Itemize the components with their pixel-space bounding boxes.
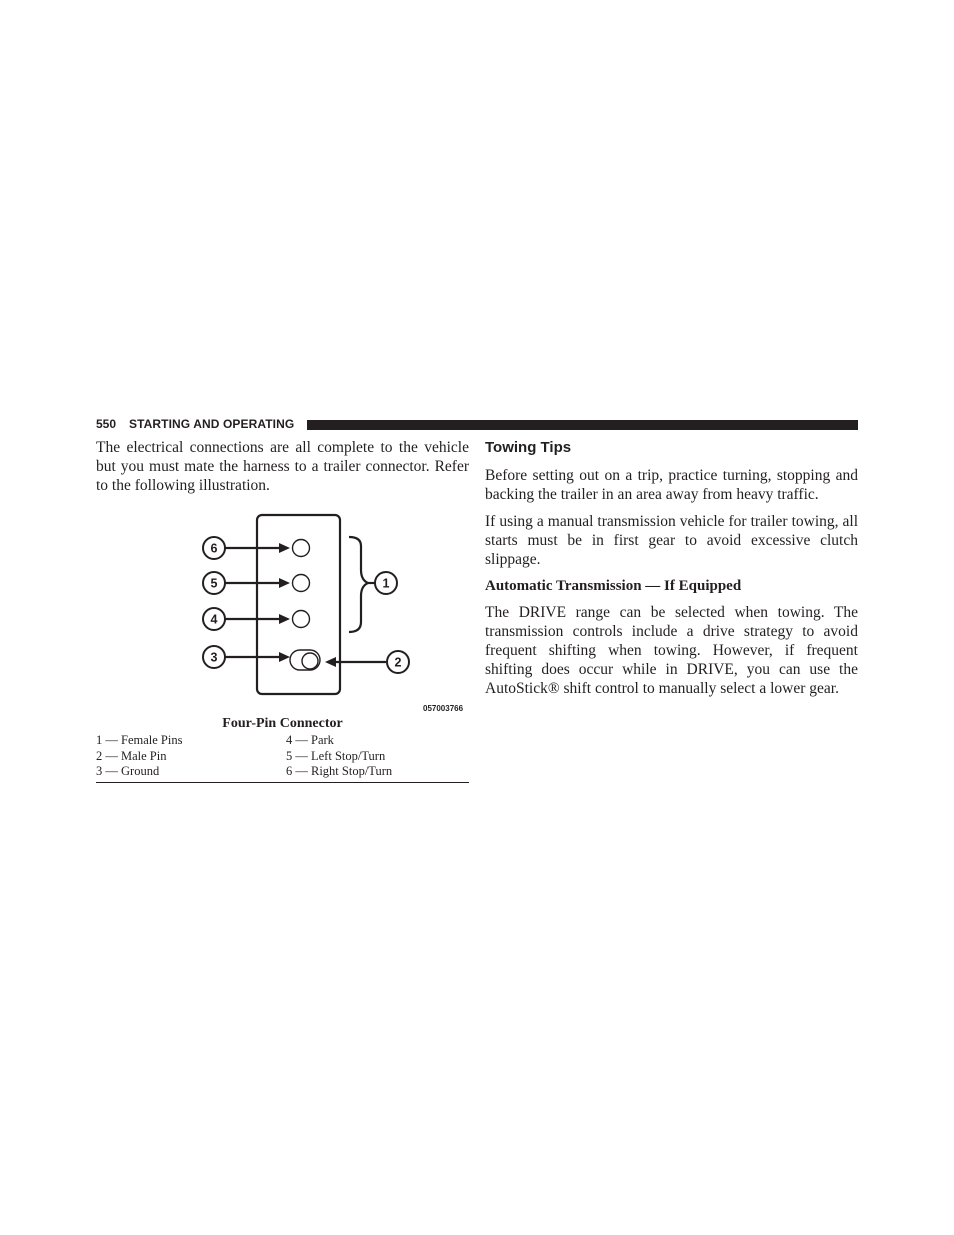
pin-4 [293,611,310,628]
callout-1-label: 1 [382,576,390,591]
arrow-4-head [279,614,290,624]
towing-tips-paragraph-2: If using a manual transmission vehicle for trailer towing, all starts must be in first gear to avoid excessive clutch slippage. [485,513,858,568]
page-header [96,416,858,432]
legend-item: 3 — Ground [96,764,160,778]
four-pin-connector-illustration [96,508,469,718]
callout-5-label: 5 [210,576,218,591]
legend-item: 1 — Female Pins [96,733,183,747]
legend-row [96,733,469,749]
legend-item: 5 — Left Stop/Turn [286,748,386,763]
callout-2-label: 2 [394,655,402,670]
callout-3-label: 3 [210,650,218,665]
legend-divider [96,782,469,783]
header-bar [307,420,858,430]
intro-paragraph: The electrical connections are all complete to the vehicle but you must mate the harness to a trailer connector. Refer to the following illustration. [96,439,469,494]
automatic-transmission-paragraph: The DRIVE range can be selected when towing. The transmission controls include a drive strategy to avoid frequent shifting when towing. However, if frequent shifting does occur while in DRIVE, you can use the AutoStick® shift control to manually select a lower gear. [485,604,858,697]
connector-diagram [96,508,469,718]
pin-5 [293,575,310,592]
legend-item: 4 — Park [286,733,334,747]
towing-tips-heading: Towing Tips [485,439,572,456]
callout-4-label: 4 [210,612,218,627]
right-column [485,438,858,698]
figure-legend [96,733,469,780]
arrow-5-head [279,578,290,588]
towing-tips-paragraph-1: Before setting out on a trip, practice turning, stopping and backing the trailer in an area away from heavy traffic. [485,467,858,503]
callout-6-label: 6 [210,541,218,556]
pin-6 [293,540,310,557]
arrow-3-head [279,652,290,662]
figure-code: 057003766 [423,704,464,713]
automatic-transmission-heading: Automatic Transmission — If Equipped [485,578,742,594]
brace-1 [349,537,368,632]
legend-row [96,749,469,765]
left-column [96,438,469,495]
figure-caption: Four-Pin Connector [222,716,343,731]
male-pin-tip [302,653,318,669]
section-title: STARTING AND OPERATING [129,417,295,431]
arrow-6-head [279,543,290,553]
arrow-2-head [325,657,336,667]
legend-item: 2 — Male Pin [96,748,167,763]
legend-row [96,764,469,780]
legend-item: 6 — Right Stop/Turn [286,764,393,778]
page-number: 550 [96,417,117,431]
